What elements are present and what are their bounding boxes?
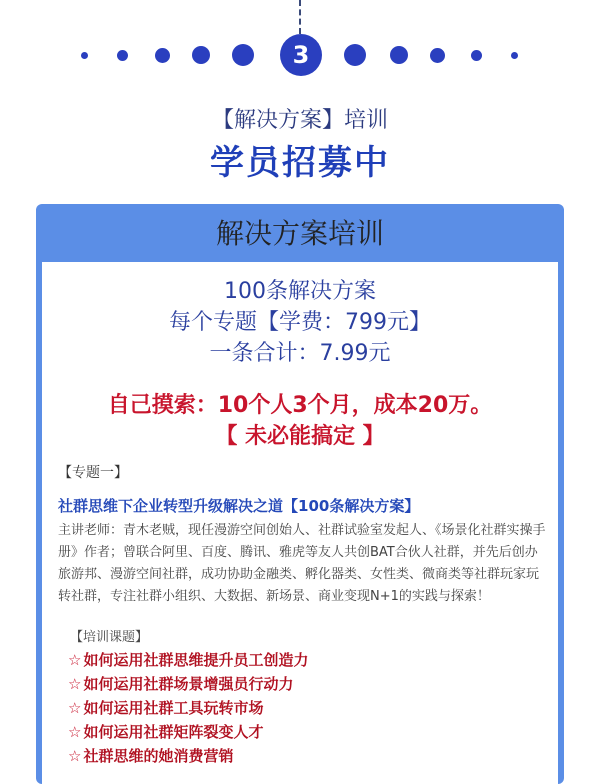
cost-highlight-note: 【 未必能搞定 】: [215, 424, 385, 449]
training-card: [36, 204, 564, 784]
progress-dot: [471, 50, 482, 61]
progress-dot: [232, 44, 254, 66]
card-body: [42, 262, 558, 784]
page-title: 学员招募中: [210, 143, 390, 183]
section-subtitle: 【解决方案】培训: [211, 108, 388, 133]
course-label: 社群思维的她消费营销: [83, 747, 234, 765]
cost-highlight: 自己摸索：10个人3个月，成本20万。: [107, 393, 493, 418]
instructor-description: 主讲老师：青木老贼，现任漫游空间创始人、社群试验室发起人、《场景化社群实操手册》作者；曾联合阿里、百度、腾讯、雅虎等友人共创BAT合伙人社群，并先后创办旅游邦、漫游空间社群，成功协助金融类、孵化器类、女性类、微商类等社群玩家玩转社群，专注社群小组织、大数据、新场景、商业变现N+1的实践与探索！: [58, 523, 546, 604]
price-line-total: 一条合计：7.99元: [209, 341, 391, 366]
course-label: 如何运用社群工具玩转市场: [83, 699, 264, 717]
step-number-badge: 3: [280, 34, 322, 76]
star-icon: ☆: [68, 675, 82, 693]
star-icon: ☆: [68, 723, 82, 741]
course-item: [68, 673, 293, 694]
progress-dot: [390, 46, 408, 64]
course-label: 如何运用社群场景增强员行动力: [83, 675, 294, 693]
progress-dot: [430, 48, 445, 63]
dashed-connector-line: [299, 0, 303, 34]
card-title: 解决方案培训: [215, 217, 384, 250]
price-line-fee: 每个专题【学费：799元】: [169, 310, 431, 335]
progress-dot: [192, 46, 210, 64]
progress-dot: [81, 52, 88, 59]
progress-dot: [155, 48, 170, 63]
course-tag: 【培训课题】: [70, 630, 149, 645]
progress-dot: [511, 52, 518, 59]
topic-tag: 【专题一】: [58, 465, 128, 481]
course-item: [68, 721, 263, 742]
course-item: [68, 697, 263, 718]
price-line-solutions: 100条解决方案: [224, 279, 376, 304]
progress-dot: [344, 44, 366, 66]
course-label: 如何运用社群矩阵裂变人才: [83, 723, 264, 741]
course-item: [68, 745, 233, 766]
course-item: [68, 649, 308, 670]
course-label: 如何运用社群思维提升员工创造力: [83, 651, 309, 669]
progress-dot: [117, 50, 128, 61]
star-icon: ☆: [68, 651, 82, 669]
star-icon: ☆: [68, 699, 82, 717]
star-icon: ☆: [68, 747, 82, 765]
topic-title: 社群思维下企业转型升级解决之道【100条解决方案】: [58, 497, 420, 515]
